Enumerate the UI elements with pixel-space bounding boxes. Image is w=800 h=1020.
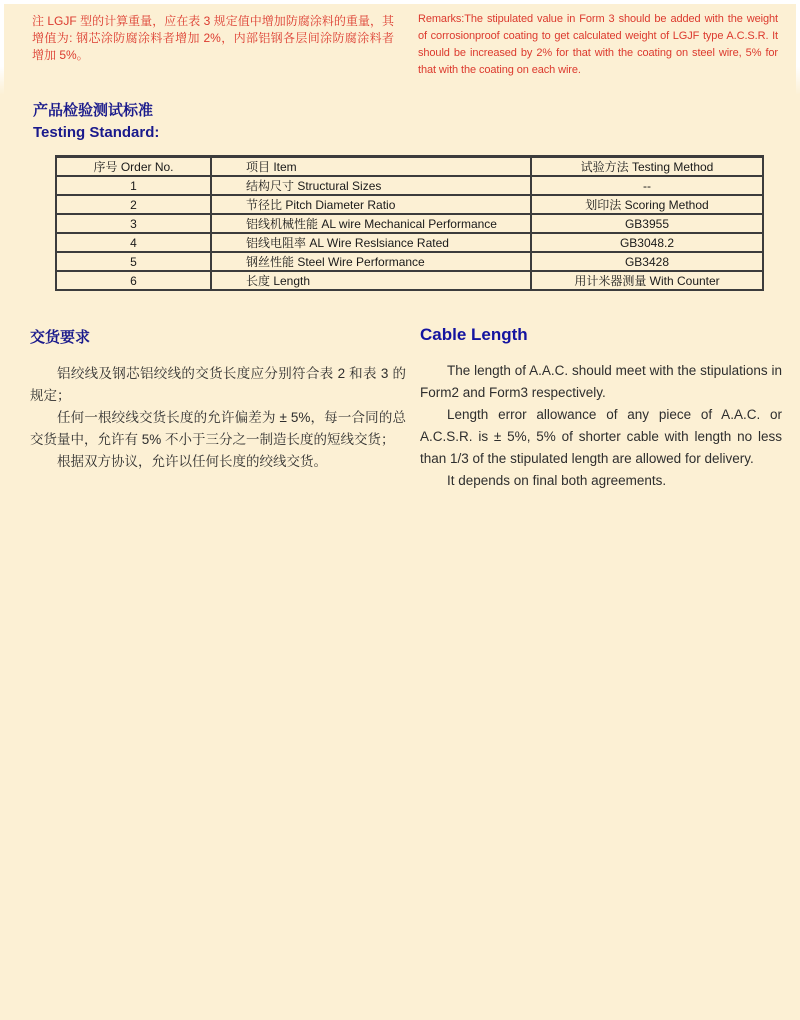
table-cell: 钢丝性能 Steel Wire Performance [211,252,531,271]
testing-standard-heading [33,101,159,142]
paragraph: 任何一根绞线交货长度的允许偏差为 ± 5%，每一合同的总交货量中，允许有 5% 不小于三分之一制造长度的短线交货； [30,410,406,447]
table-row [56,176,763,195]
table-cell: 3 [56,214,211,233]
paragraph: Length error allowance of any piece of A.A.C. or A.C.S.R. is ± 5%, 5% of shorter cable with length no less than 1/3 of the stipulated length are allowed for delivery. [420,407,782,466]
table-header-cell: 项目 Item [211,157,531,177]
cable-length-section [420,324,782,492]
table-body [56,176,763,290]
table-cell: 铝线机械性能 AL wire Mechanical Performance [211,214,531,233]
paragraph: The length of A.A.C. should meet with the stipulations in Form2 and Form3 respectively. [420,363,782,400]
table-row [56,195,763,214]
paragraph: 根据双方协议，允许以任何长度的绞线交货。 [57,454,327,469]
table-cell: 2 [56,195,211,214]
testing-standard-title-cn: 产品检验测试标准 [33,102,154,119]
table-cell: 铝线电阻率 AL Wire Reslsiance Rated [211,233,531,252]
cable-length-paragraphs [420,360,782,492]
table-cell: GB3048.2 [531,233,763,252]
table-cell: 6 [56,271,211,290]
table-row [56,233,763,252]
table-cell: 1 [56,176,211,195]
paragraph: 铝绞线及钢芯铝绞线的交货长度应分别符合表 2 和表 3 的规定； [30,366,406,403]
cable-length-title: Cable Length [420,325,528,344]
table-cell: 用计米器测量 With Counter [531,271,763,290]
page-edge-top [0,0,800,4]
delivery-requirements-section [30,328,406,473]
table-row [56,271,763,290]
table-cell: 5 [56,252,211,271]
testing-standard-title-en: Testing Standard: [33,124,160,141]
table-header-row [56,157,763,177]
table-header-cell: 序号 Order No. [56,157,211,177]
table-row [56,252,763,271]
table-cell: 划印法 Scoring Method [531,195,763,214]
table-cell: 结构尺寸 Structural Sizes [211,176,531,195]
paragraph: It depends on final both agreements. [447,473,667,488]
table-cell: 4 [56,233,211,252]
table-cell: -- [531,176,763,195]
table-cell: 节径比 Pitch Diameter Ratio [211,195,531,214]
table-cell: 长度 Length [211,271,531,290]
testing-standard-table [55,155,764,291]
delivery-requirements-title: 交货要求 [30,329,91,346]
table-row [56,214,763,233]
page-edge-left [0,0,4,95]
page-edge-right [796,0,800,95]
table-cell: GB3955 [531,214,763,233]
remark-note-en: Remarks:The stipulated value in Form 3 should be added with the weight of corrosionproof coating to get calculated weight of LGJF type A.C.S.R. It should be increased by 2% for that with the coating on steel wire, 5% for that with the coating on each wire. [418,13,778,76]
table-cell: GB3428 [531,252,763,271]
delivery-requirements-paragraphs [30,363,406,473]
table-header [56,157,763,177]
remark-note-cn: 注 LGJF 型的计算重量，应在表 3 规定值中增加防腐涂料的重量，其增值为: 钢芯涂防腐涂料者增加 2%，内部铝钢各层间涂防腐涂料者增加 5%。 [32,14,394,62]
table-header-cell: 试验方法 Testing Method [531,157,763,177]
